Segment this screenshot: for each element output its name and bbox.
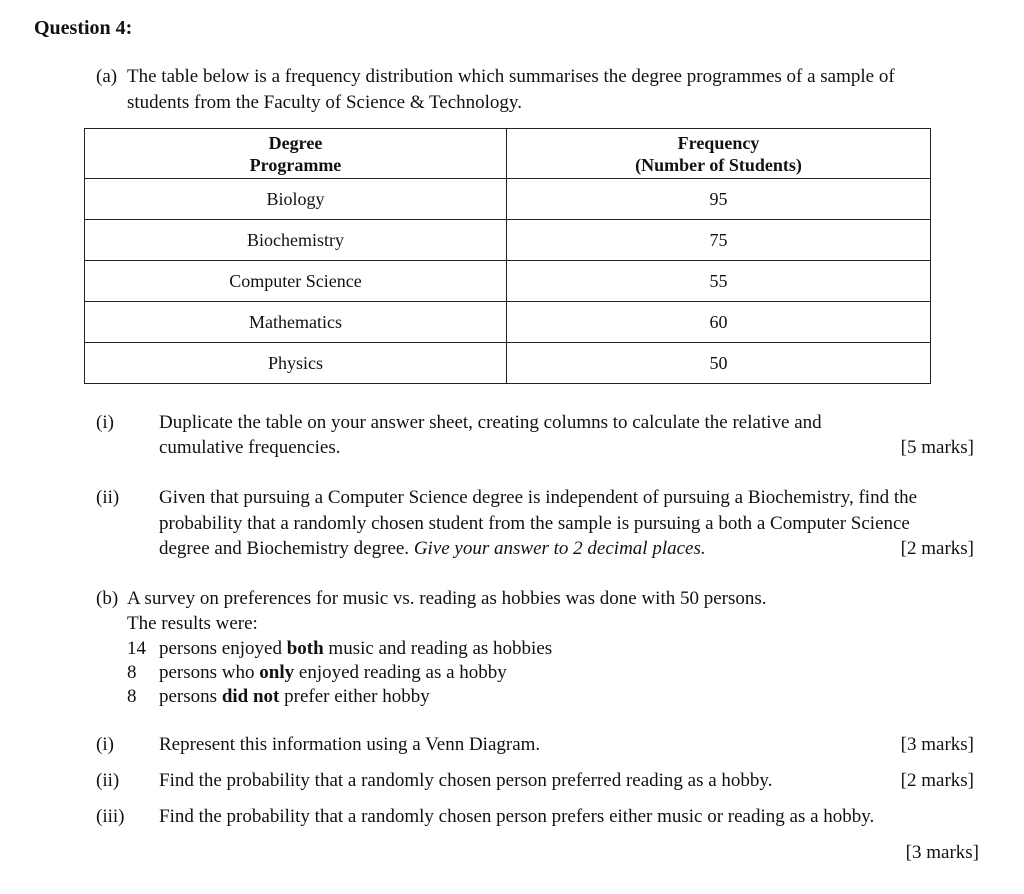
header-degree-programme xyxy=(85,129,507,179)
part-a-i-line1: Duplicate the table on your answer sheet, creating columns to calculate the relative and xyxy=(159,412,822,433)
result-text xyxy=(159,685,430,709)
result-text xyxy=(159,637,552,661)
part-a-ii-line2: probability that a randomly chosen student from the sample is pursuing a both a Computer Science xyxy=(159,513,910,534)
cell-frequency: 55 xyxy=(507,261,931,302)
part-b-i-text: Represent this information using a Venn Diagram. xyxy=(159,734,541,755)
result-count: 8 xyxy=(127,686,137,707)
table-row xyxy=(85,179,931,220)
cell-programme: Biology xyxy=(85,179,507,220)
result-text-emphasis: only xyxy=(259,662,295,683)
cell-programme: Mathematics xyxy=(85,302,507,343)
part-a-i-line2: cumulative frequencies. xyxy=(159,437,341,458)
part-a-intro-line2: students from the Faculty of Science & Technology. xyxy=(127,92,522,113)
result-text-pre: persons xyxy=(159,686,222,707)
result-count: 14 xyxy=(127,638,146,659)
cell-programme: Physics xyxy=(85,343,507,384)
part-a-ii-line1: Given that pursuing a Computer Science degree is independent of pursuing a Biochemistry, find the xyxy=(159,487,918,508)
header-frequency-line1: Frequency xyxy=(677,132,760,153)
part-b-intro-line1: A survey on preferences for music vs. reading as hobbies was done with 50 persons. xyxy=(127,588,767,609)
table-row xyxy=(85,220,931,261)
part-a-ii-marks: [2 marks] xyxy=(900,538,974,559)
part-a-intro-line1: The table below is a frequency distribution which summarises the degree programmes of a sample of xyxy=(127,66,895,87)
table-header-row xyxy=(85,129,931,179)
frequency-table xyxy=(84,128,931,384)
part-b-label: (b) xyxy=(96,588,119,609)
part-b-iii-text: Find the probability that a randomly chosen person prefers either music or reading as a hobby. xyxy=(159,806,875,827)
result-text-post: prefer either hobby xyxy=(279,686,430,707)
question-title: Question 4: xyxy=(34,17,133,39)
part-b-intro-line2: The results were: xyxy=(127,613,258,634)
cell-frequency: 95 xyxy=(507,179,931,220)
result-text-emphasis: did not xyxy=(221,686,280,707)
table-row xyxy=(85,261,931,302)
result-text-emphasis: both xyxy=(286,638,324,659)
cell-frequency: 50 xyxy=(507,343,931,384)
table-row xyxy=(85,343,931,384)
part-a-i-number: (i) xyxy=(96,412,114,433)
result-text-pre: persons enjoyed xyxy=(159,638,287,659)
cell-frequency: 60 xyxy=(507,302,931,343)
part-b-iii-number: (iii) xyxy=(96,806,125,827)
header-frequency xyxy=(507,129,931,179)
result-text xyxy=(159,661,507,685)
header-degree-line1: Degree xyxy=(268,132,323,153)
part-a-ii-instruction: Give your answer to 2 decimal places. xyxy=(413,538,706,559)
part-b-iii-marks: [3 marks] xyxy=(905,842,979,863)
cell-programme: Biochemistry xyxy=(85,220,507,261)
cell-frequency: 75 xyxy=(507,220,931,261)
part-b-i-number: (i) xyxy=(96,734,114,755)
part-a-i-marks: [5 marks] xyxy=(900,437,974,458)
table-row xyxy=(85,302,931,343)
cell-programme: Computer Science xyxy=(85,261,507,302)
part-a-ii-number: (ii) xyxy=(96,487,120,508)
result-text-pre: persons who xyxy=(159,662,260,683)
part-b-ii-marks: [2 marks] xyxy=(900,770,974,791)
result-text-post: music and reading as hobbies xyxy=(323,638,553,659)
part-b-ii-number: (ii) xyxy=(96,770,120,791)
part-a-ii-line3 xyxy=(159,537,706,561)
header-frequency-line2: (Number of Students) xyxy=(635,154,802,175)
part-b-ii-text: Find the probability that a randomly chosen person preferred reading as a hobby. xyxy=(159,770,773,791)
header-degree-line2: Programme xyxy=(249,154,342,175)
part-b-i-marks: [3 marks] xyxy=(900,734,974,755)
part-a-label: (a) xyxy=(96,66,118,87)
result-count: 8 xyxy=(127,662,137,683)
part-a-ii-line3-text: degree and Biochemistry degree. xyxy=(159,538,414,559)
result-text-post: enjoyed reading as a hobby xyxy=(294,662,507,683)
